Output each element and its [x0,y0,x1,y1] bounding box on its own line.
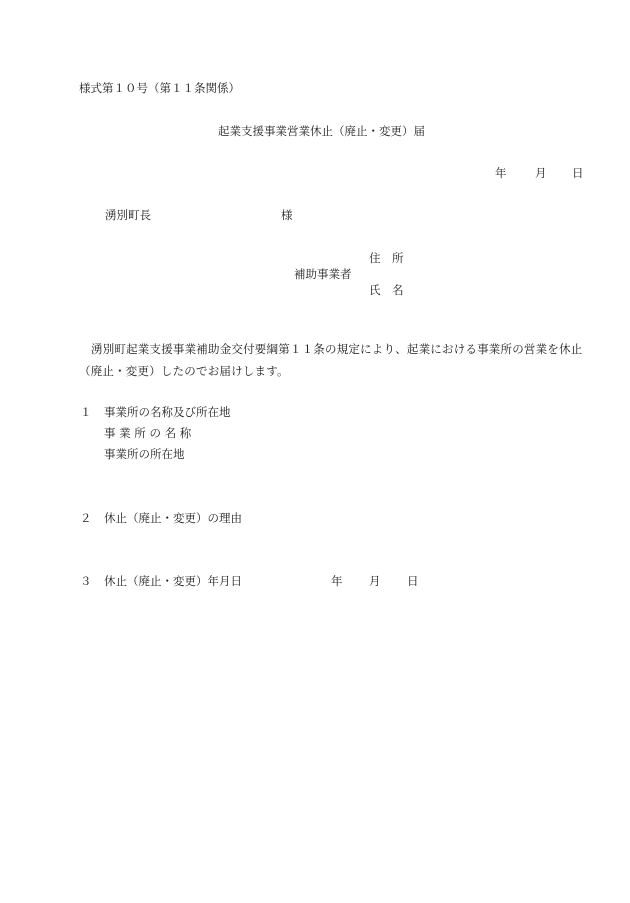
applicant-label: 補助事業者 [294,267,352,281]
date-day-label: 日 [572,166,584,180]
item-2-number: ２ [80,511,92,525]
form-number: 様式第１０号（第１１条関係） [79,81,240,95]
item-1-sub-name: 事 業 所 の 名 称 [104,426,192,440]
document-title: 起業支援事業営業休止（廃止・変更）届 [218,124,425,138]
applicant-address-label: 住 所 [369,251,404,265]
item-1-heading: 事業所の名称及び所在地 [104,405,231,419]
date-month-label: 月 [535,166,547,180]
item-1-sub-address: 事業所の所在地 [104,447,185,461]
item-3-number: ３ [80,574,92,588]
item-1-number: １ [80,405,92,419]
addressee-name: 湧別町長 [105,208,151,222]
item-3-year-label: 年 [331,574,343,588]
date-year-label: 年 [495,166,507,180]
item-2-heading: 休止（廃止・変更）の理由 [104,511,242,525]
item-3-day-label: 日 [407,574,419,588]
item-3-heading: 休止（廃止・変更）年月日 [104,574,242,588]
body-text: 湧別町起業支援事業補助金交付要綱第１１条の規定により、起業における事業所の営業を休止（廃止・変更）したのでお届けします。 [79,342,583,378]
item-3-month-label: 月 [369,574,381,588]
addressee-honorific: 様 [281,208,293,222]
applicant-name-label: 氏 名 [369,283,404,297]
